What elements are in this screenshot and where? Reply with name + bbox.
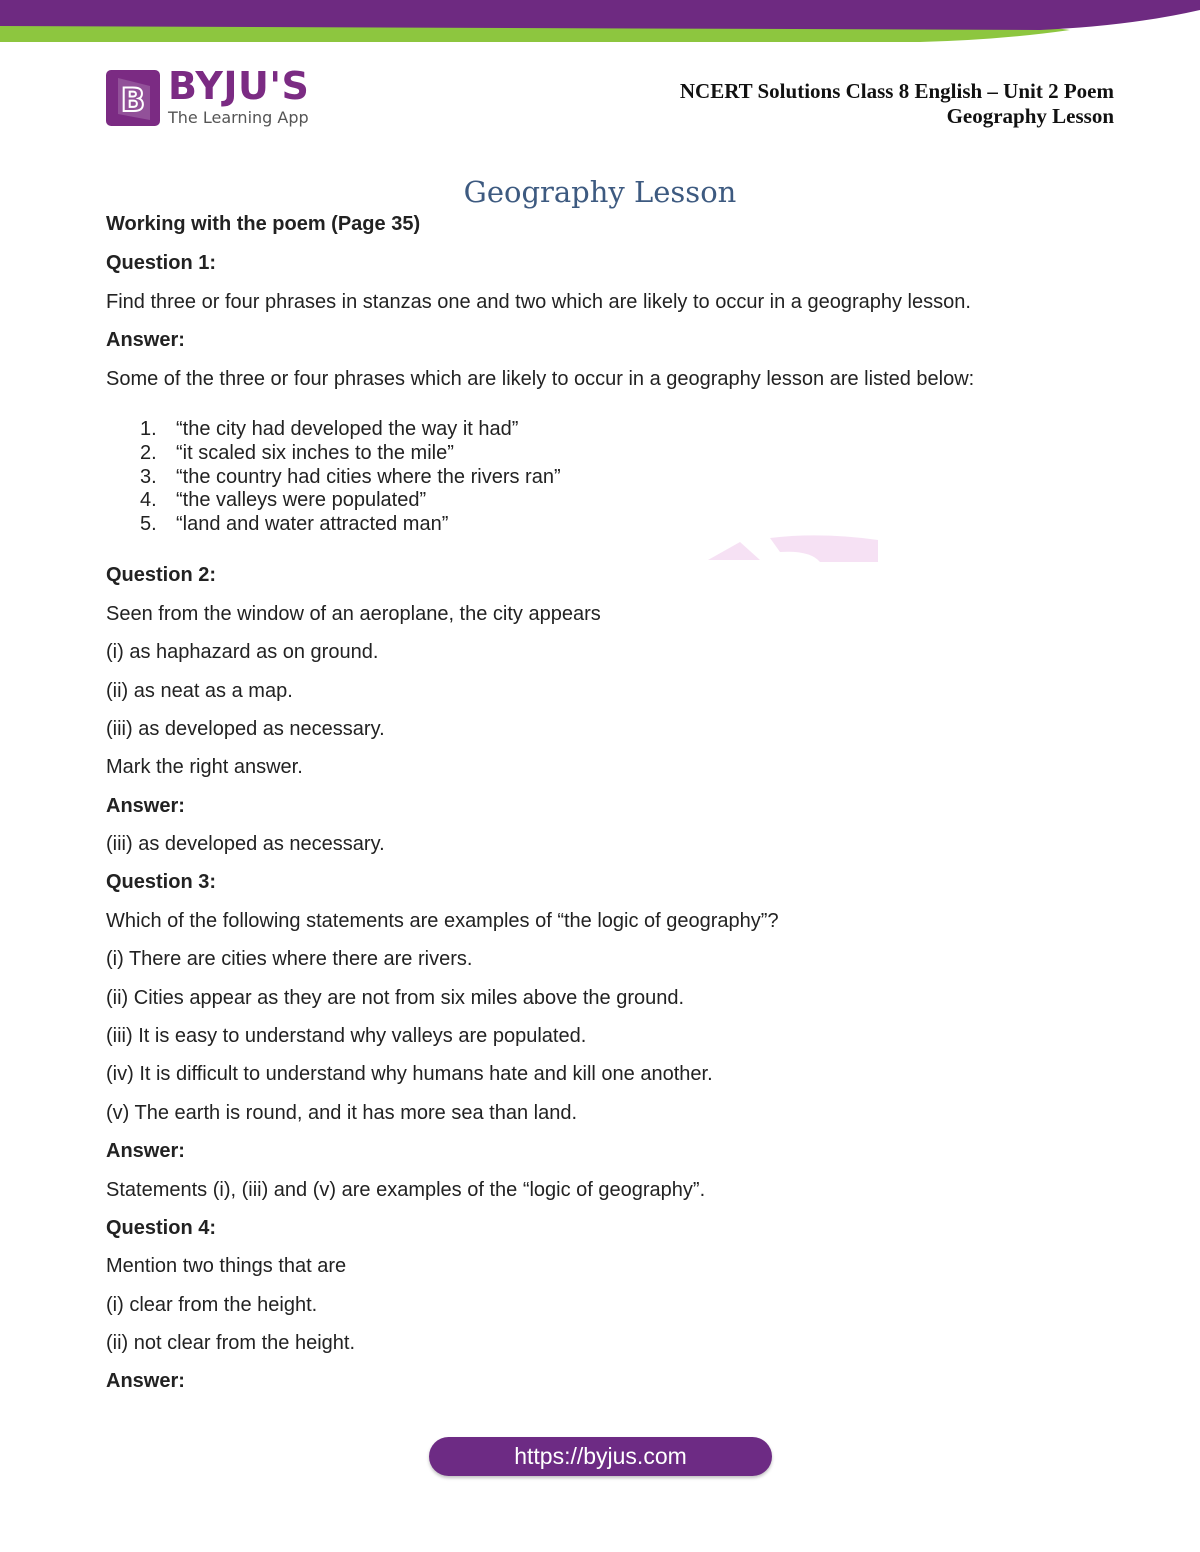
logo-tagline: The Learning App xyxy=(168,108,309,127)
document-title: Geography Lesson xyxy=(463,175,737,209)
list-item-text: “it scaled six inches to the mile” xyxy=(176,441,454,464)
list-item-text: “the valleys were populated” xyxy=(176,489,427,512)
question-2-label: Question 2: xyxy=(106,564,217,586)
question-3-option-4: (iv) It is difficult to understand why humans hate and kill one another. xyxy=(106,1063,713,1085)
header-line-2: Geography Lesson xyxy=(946,104,1114,128)
question-1-label: Question 1: xyxy=(106,252,217,274)
question-4-option-2: (ii) not clear from the height. xyxy=(106,1332,355,1354)
answer-2-text: (iii) as developed as necessary. xyxy=(106,833,385,855)
question-3-text: Which of the following statements are examples of “the logic of geography”? xyxy=(106,910,779,932)
answer-4-label: Answer: xyxy=(106,1370,185,1392)
logo-wordmark: BYJU'S xyxy=(168,64,310,108)
list-item xyxy=(140,466,561,490)
list-item-number: 4. xyxy=(140,489,157,512)
watermark-logo xyxy=(700,530,890,570)
question-2-text: Seen from the window of an aeroplane, the city appears xyxy=(106,603,601,625)
logo-badge-letter: B xyxy=(120,81,146,119)
list-item xyxy=(140,418,561,442)
question-3-option-5: (v) The earth is round, and it has more sea than land. xyxy=(106,1102,578,1124)
list-item-text: “the country had cities where the rivers ran” xyxy=(176,465,561,488)
document-header xyxy=(594,79,1114,129)
header-line-1: NCERT Solutions Class 8 English – Unit 2 Poem xyxy=(679,79,1114,103)
answer-3-text: Statements (i), (iii) and (v) are examples of the “logic of geography”. xyxy=(106,1179,706,1201)
answer-2-label: Answer: xyxy=(106,795,185,817)
question-4-text: Mention two things that are xyxy=(106,1255,347,1277)
question-2-option-3: (iii) as developed as necessary. xyxy=(106,718,385,740)
section-heading: Working with the poem (Page 35) xyxy=(106,213,421,235)
question-3-label: Question 3: xyxy=(106,871,217,893)
answer-3-label: Answer: xyxy=(106,1140,185,1162)
answer-1-label: Answer: xyxy=(106,329,185,351)
list-item-number: 1. xyxy=(140,418,157,440)
question-3-option-3: (iii) It is easy to understand why valleys are populated. xyxy=(106,1025,587,1047)
list-item-number: 3. xyxy=(140,465,157,488)
list-item xyxy=(140,513,561,537)
footer-url-link[interactable]: https://byjus.com xyxy=(429,1437,772,1476)
list-item-number: 2. xyxy=(140,441,157,464)
byjus-logo xyxy=(106,64,326,130)
question-3-option-1: (i) There are cities where there are rivers. xyxy=(106,948,473,970)
answer-1-list xyxy=(140,418,561,537)
list-item-number: 5. xyxy=(140,513,157,536)
top-brand-band xyxy=(0,0,1200,44)
question-2-option-2: (ii) as neat as a map. xyxy=(106,680,293,702)
list-item-text: “the city had developed the way it had” xyxy=(176,418,519,440)
logo-badge xyxy=(106,70,160,126)
question-2-option-1: (i) as haphazard as on ground. xyxy=(106,641,379,663)
question-1-text: Find three or four phrases in stanzas one and two which are likely to occur in a geography lesson. xyxy=(106,291,971,313)
list-item xyxy=(140,442,561,466)
list-item xyxy=(140,489,561,513)
list-item-text: “land and water attracted man” xyxy=(176,513,449,536)
answer-1-text: Some of the three or four phrases which are likely to occur in a geography lesson are listed below: xyxy=(106,368,975,390)
question-4-label: Question 4: xyxy=(106,1217,217,1239)
question-4-option-1: (i) clear from the height. xyxy=(106,1294,318,1316)
question-3-option-2: (ii) Cities appear as they are not from six miles above the ground. xyxy=(106,987,685,1009)
logo-b-icon xyxy=(106,70,160,126)
question-2-instruction: Mark the right answer. xyxy=(106,756,303,778)
